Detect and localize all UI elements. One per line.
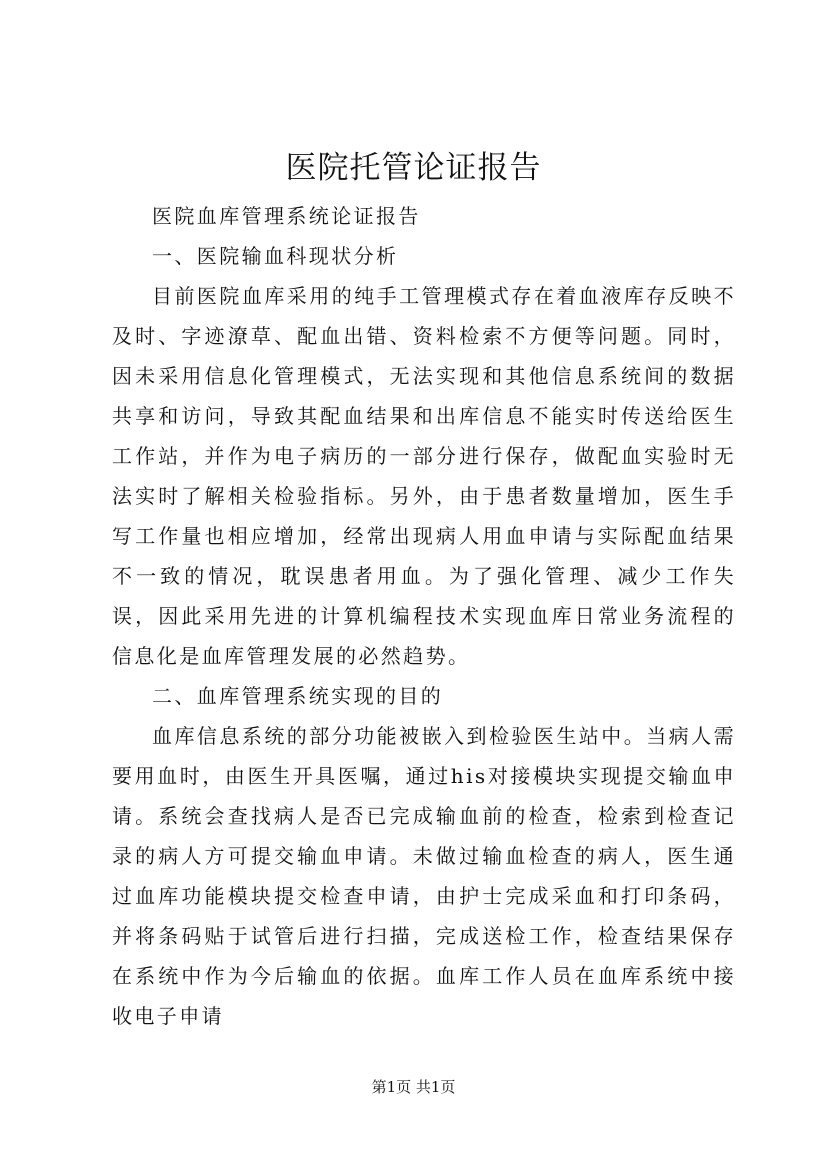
body-paragraph-1: 目前医院血库采用的纯手工管理模式存在着血液库存反映不及时、字迹潦草、配血出错、资料检索不方便等问题。同时，因未采用信息化管理模式，无法实现和其他信息系统间的数据共享和访问，导致其配血结果和出库信息不能实时传送给医生工作站，并作为电子病历的一部分进行保存，做配血实验时无法实时了解相关检验指标。另外，由于患者数量增加，医生手写工作量也相应增加，经常出现病人用血申请与实际配血结果不一致的情况，耽误患者用血。为了强化管理、减少工作失误，因此采用先进的计算机编程技术实现血库日常业务流程的信息化是血库管理发展的必然趋势。: [112, 284, 736, 668]
document-title: 医院托管论证报告: [285, 150, 542, 186]
page-footer: 第1页 共1页: [371, 1078, 456, 1096]
subtitle-paragraph: 医院血库管理系统论证报告: [152, 204, 421, 228]
section-heading-1: 一、医院输血科现状分析: [152, 244, 399, 268]
body-paragraph-2: 血库信息系统的部分功能被嵌入到检验医生站中。当病人需要用血时，由医生开具医嘱，通过his对接模块实现提交输血申请。系统会查找病人是否已完成输血前的检查，检索到检查记录的病人方可提交输血申请。未做过输血检查的病人，医生通过血库功能模块提交检查申请，由护士完成采血和打印条码，并将条码贴于试管后进行扫描，完成送检工作，检查结果保存在系统中作为今后输血的依据。血库工作人员在血库系统中接收电子申请: [112, 724, 736, 1028]
section-heading-2: 二、血库管理系统实现的目的: [152, 684, 444, 708]
document-body: [112, 196, 736, 1036]
